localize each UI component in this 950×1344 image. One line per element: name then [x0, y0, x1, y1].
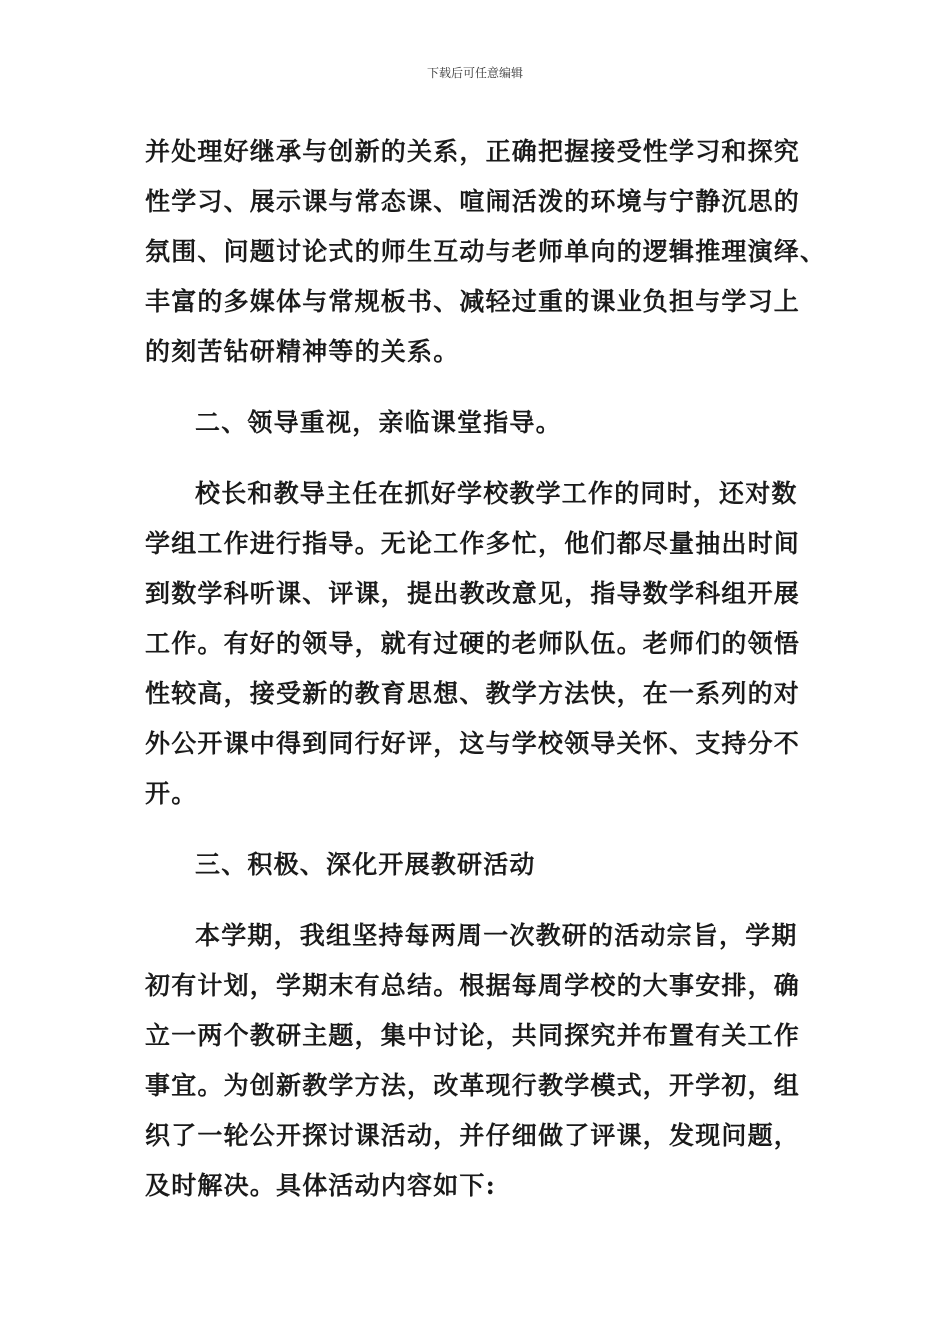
paragraph-gap [145, 377, 805, 398]
text-line: 的刻苦钻研精神等的关系。 [145, 337, 460, 366]
text-line: 立一两个教研主题，集中讨论，共同探究并布置有关工作 [145, 1021, 801, 1050]
heading-text: 三、积极、深化开展教研活动 [195, 850, 536, 879]
section-heading [145, 840, 805, 890]
paragraph [145, 911, 805, 1211]
text-line: 外公开课中得到同行好评，这与学校领导关怀、支持分不 [145, 729, 801, 758]
text-line: 事宜。为创新教学方法，改革现行教学模式，开学初，组 [145, 1071, 801, 1100]
text-line: 校长和教导主任在抓好学校教学工作的同时，还对数 [195, 479, 798, 508]
paragraph [145, 469, 805, 819]
paragraph-gap [145, 890, 805, 911]
text-line: 性较高，接受新的教育思想、教学方法快，在一系列的对 [145, 679, 801, 708]
paragraph-gap [145, 819, 805, 840]
text-line: 开。 [145, 779, 198, 808]
text-line: 织了一轮公开探讨课活动，并仔细做了评课，发现问题， [145, 1121, 801, 1150]
heading-text: 二、领导重视，亲临课堂指导。 [195, 408, 562, 437]
text-line: 性学习、展示课与常态课、喧闹活泼的环境与宁静沉思的 [145, 187, 801, 216]
text-line: 到数学科听课、评课，提出教改意见，指导数学科组开展 [145, 579, 801, 608]
text-line: 学组工作进行指导。无论工作多忙，他们都尽量抽出时间 [145, 529, 801, 558]
text-line: 丰富的多媒体与常规板书、减轻过重的课业负担与学习上 [145, 287, 801, 316]
text-line: 氛围、问题讨论式的师生互动与老师单向的逻辑推理演绎、 [145, 237, 827, 266]
text-line: 及时解决。具体活动内容如下: [145, 1171, 497, 1200]
section-heading [145, 398, 805, 448]
page-header: 下载后可任意编辑 [426, 66, 523, 80]
text-line: 工作。有好的领导，就有过硬的老师队伍。老师们的领悟 [145, 629, 801, 658]
text-line: 初有计划，学期末有总结。根据每周学校的大事安排，确 [145, 971, 801, 1000]
document-body [145, 127, 827, 1211]
paragraph [145, 127, 827, 377]
text-line: 并处理好继承与创新的关系，正确把握接受性学习和探究 [145, 137, 801, 166]
paragraph-gap [145, 448, 805, 469]
text-line: 本学期，我组坚持每两周一次教研的活动宗旨，学期 [195, 921, 798, 950]
